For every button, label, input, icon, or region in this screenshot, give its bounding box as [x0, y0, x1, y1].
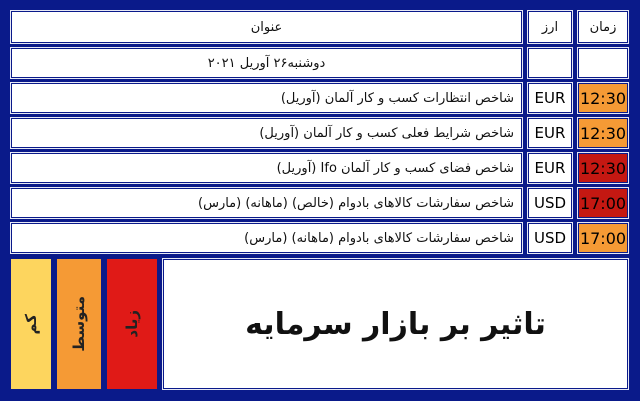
legend-low-label: کم	[22, 313, 40, 335]
event-time: 17:00	[577, 222, 629, 254]
event-title: شاخص فضای کسب و کار آلمان Ifo (آوریل)	[10, 152, 523, 184]
event-currency: EUR	[527, 82, 573, 114]
impact-title: تاثیر بر بازار سرمایه	[245, 306, 546, 342]
date-text: دوشنبه۲۶ آوریل ۲۰۲۱	[207, 55, 326, 71]
event-time: 17:00	[577, 187, 629, 219]
legend-medium	[56, 258, 102, 390]
legend-high	[106, 258, 158, 390]
legend-medium-label: متوسط	[70, 296, 88, 352]
event-currency: USD	[527, 222, 573, 254]
event-time: 12:30	[577, 117, 629, 149]
event-currency: EUR	[527, 117, 573, 149]
event-title: شاخص سفارشات کالاهای بادوام (خالص) (ماهانه) (مارس)	[10, 187, 523, 219]
header-time-label: زمان	[589, 19, 617, 35]
event-currency: USD	[527, 187, 573, 219]
event-title: شاخص شرایط فعلی کسب و کار آلمان (آوریل)	[10, 117, 523, 149]
event-time: 12:30	[577, 82, 629, 114]
impact-title-box	[162, 258, 629, 390]
event-currency: EUR	[527, 152, 573, 184]
date-row-time	[577, 47, 629, 79]
date-row-currency	[527, 47, 573, 79]
legend-low	[10, 258, 52, 390]
header-currency-label: ارز	[541, 19, 559, 35]
header-currency	[527, 10, 573, 44]
event-time: 12:30	[577, 152, 629, 184]
event-title: شاخص انتظارات کسب و کار آلمان (آوریل)	[10, 82, 523, 114]
header-title	[10, 10, 523, 44]
header-title-label: عنوان	[250, 19, 283, 35]
header-time	[577, 10, 629, 44]
event-title: شاخص سفارشات کالاهای بادوام (ماهانه) (مارس)	[10, 222, 523, 254]
date-row-title	[10, 47, 523, 79]
legend-high-label: زیاد	[123, 310, 141, 338]
